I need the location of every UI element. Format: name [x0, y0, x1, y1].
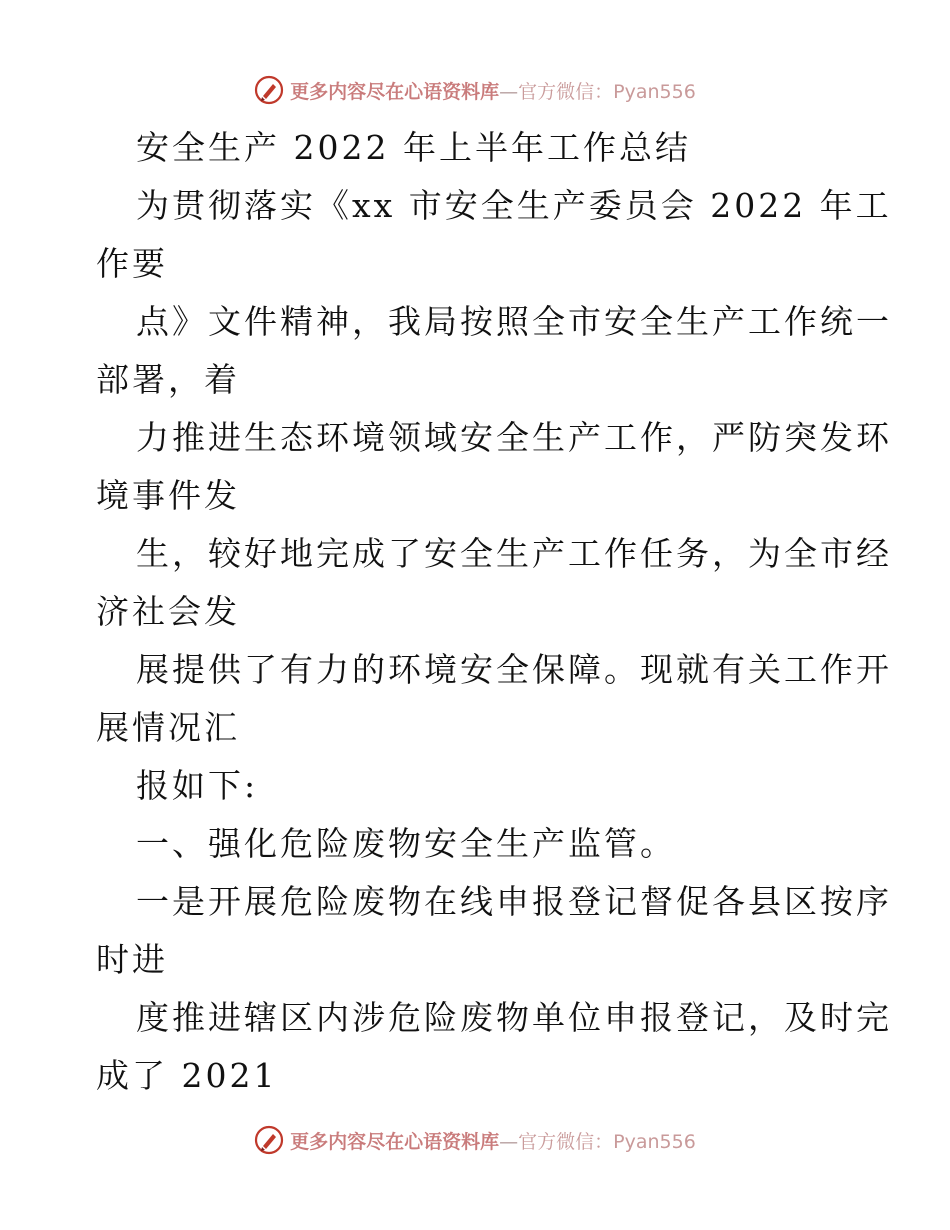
paragraph-line: 一是开展危险废物在线申报登记督促各县区按序 [136, 882, 892, 921]
paragraph-line: 报如下: [136, 766, 259, 805]
paragraph-line: 成了 2021 [96, 1056, 278, 1095]
watermark-text: 更多内容尽在心语资料库 [290, 80, 500, 103]
paragraph-line: 时进 [96, 940, 168, 979]
paragraph-line: 展提供了有力的环境安全保障。现就有关工作开 [136, 650, 892, 689]
pen-seal-icon [254, 75, 284, 105]
paragraph-line: 部署，着 [96, 360, 240, 399]
paragraph-line: 点》文件精神，我局按照全市安全生产工作统一 [136, 302, 892, 341]
paragraph-line: 济社会发 [96, 592, 240, 631]
watermark-text-group [290, 77, 696, 104]
watermark-contact: 官方微信：Pyan556 [518, 80, 696, 103]
watermark-text-group [290, 1127, 696, 1154]
paragraph-line: 度推进辖区内涉危险废物单位申报登记，及时完 [136, 998, 892, 1037]
footer-watermark [0, 1120, 950, 1160]
section-heading: 一、强化危险废物安全生产监管。 [136, 824, 676, 863]
paragraph-line: 生，较好地完成了安全生产工作任务，为全市经 [136, 534, 892, 573]
header-watermark [0, 70, 950, 110]
watermark-text: 更多内容尽在心语资料库 [290, 1130, 500, 1153]
paragraph-line: 作要 [96, 244, 168, 283]
paragraph-line: 力推进生态环境领域安全生产工作，严防突发环 [136, 418, 892, 457]
paragraph-line: 境事件发 [96, 476, 240, 515]
pen-seal-icon [254, 1125, 284, 1155]
watermark-separator: — [499, 80, 519, 103]
paragraph-line: 展情况汇 [96, 708, 240, 747]
watermark-contact: 官方微信：Pyan556 [518, 1130, 696, 1153]
document-title: 安全生产 2022 年上半年工作总结 [136, 128, 691, 167]
watermark-separator: — [499, 1130, 519, 1153]
paragraph-line: 为贯彻落实《xx 市安全生产委员会 2022 年工 [136, 186, 892, 225]
